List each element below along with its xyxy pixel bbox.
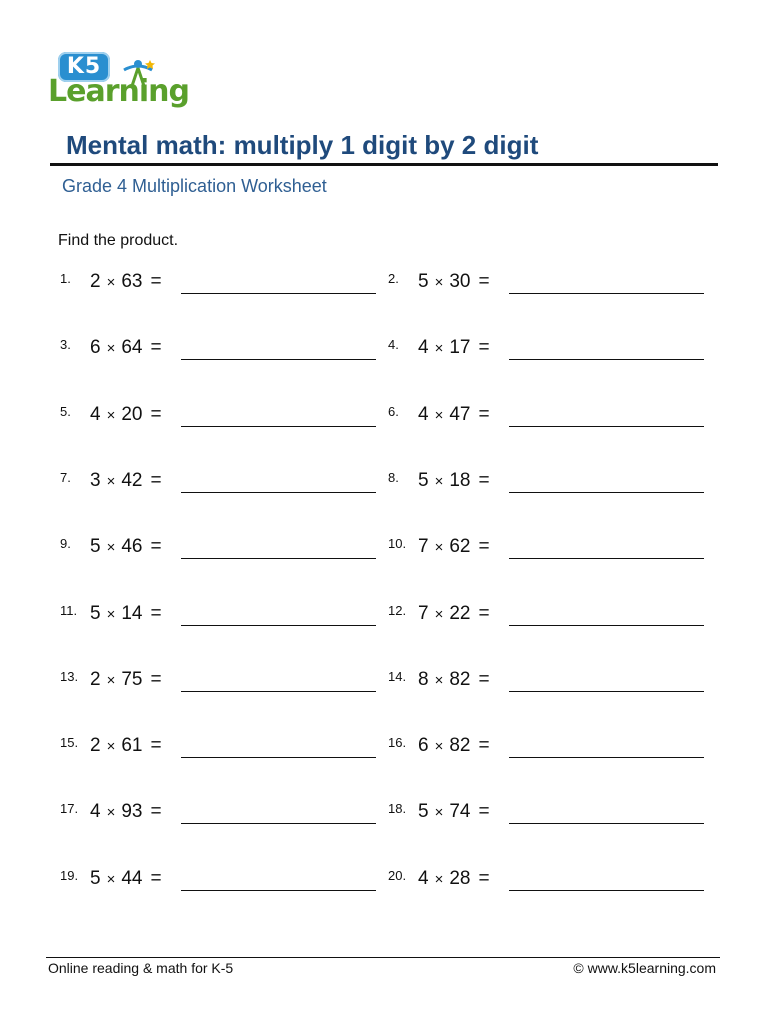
factor-a: 5 xyxy=(90,867,101,889)
problem-item xyxy=(60,337,390,367)
multiply-sign: × xyxy=(106,738,116,756)
factor-b: 47 xyxy=(449,403,471,425)
equals-sign: = xyxy=(150,469,162,491)
factor-b: 14 xyxy=(121,602,143,624)
multiply-sign: × xyxy=(106,671,116,689)
problem-expression xyxy=(90,536,162,558)
multiply-sign: × xyxy=(434,539,444,557)
problem-item xyxy=(60,868,390,898)
multiply-sign: × xyxy=(434,870,444,888)
answer-line[interactable] xyxy=(181,691,376,692)
problem-number: 7. xyxy=(60,469,71,485)
factor-a: 4 xyxy=(418,337,429,359)
multiply-sign: × xyxy=(106,406,116,424)
answer-line[interactable] xyxy=(181,823,376,824)
problem-expression xyxy=(90,470,162,492)
factor-a: 3 xyxy=(90,469,101,491)
problem-number: 11. xyxy=(60,602,78,618)
problem-number: 12. xyxy=(388,602,407,618)
problem-number: 18. xyxy=(388,801,407,817)
multiply-sign: × xyxy=(434,738,444,756)
answer-line[interactable] xyxy=(509,757,704,758)
answer-line[interactable] xyxy=(509,492,704,493)
answer-line[interactable] xyxy=(181,293,376,294)
equals-sign: = xyxy=(150,536,162,558)
equals-sign: = xyxy=(150,337,162,359)
problem-item xyxy=(388,801,718,831)
equals-sign: = xyxy=(150,867,162,889)
problem-expression xyxy=(418,801,490,823)
answer-line[interactable] xyxy=(181,890,376,891)
factor-a: 4 xyxy=(90,403,101,425)
problem-item xyxy=(388,669,718,699)
problem-expression xyxy=(418,603,490,625)
equals-sign: = xyxy=(478,801,490,823)
problem-item xyxy=(60,271,390,301)
problem-number: 1. xyxy=(60,271,71,286)
factor-b: 20 xyxy=(121,403,143,425)
multiply-sign: × xyxy=(434,804,444,822)
factor-b: 18 xyxy=(449,469,471,491)
problem-number: 20. xyxy=(388,867,407,883)
equals-sign: = xyxy=(478,536,490,558)
factor-a: 7 xyxy=(418,536,429,558)
factor-a: 5 xyxy=(418,801,429,823)
multiply-sign: × xyxy=(434,671,444,689)
problem-item xyxy=(388,536,718,566)
factor-b: 61 xyxy=(121,735,143,757)
problem-expression xyxy=(418,735,490,757)
problem-expression xyxy=(418,404,490,426)
factor-a: 7 xyxy=(418,602,429,624)
equals-sign: = xyxy=(478,602,490,624)
answer-line[interactable] xyxy=(509,890,704,891)
factor-b: 82 xyxy=(449,668,471,690)
factor-b: 46 xyxy=(121,536,143,558)
factor-b: 64 xyxy=(121,337,143,359)
problem-number: 13. xyxy=(60,668,79,684)
problem-item xyxy=(388,337,718,367)
problem-number: 6. xyxy=(388,403,399,419)
answer-line[interactable] xyxy=(181,757,376,758)
multiply-sign: × xyxy=(434,605,444,623)
problem-expression xyxy=(418,868,490,890)
factor-b: 62 xyxy=(449,536,471,558)
equals-sign: = xyxy=(478,668,490,690)
problem-expression xyxy=(90,271,162,293)
multiply-sign: × xyxy=(106,539,116,557)
factor-a: 2 xyxy=(90,668,101,690)
factor-b: 75 xyxy=(121,668,143,690)
problem-item xyxy=(388,470,718,500)
problem-item xyxy=(388,735,718,765)
problem-expression xyxy=(90,337,162,359)
answer-line[interactable] xyxy=(509,823,704,824)
problem-item xyxy=(60,603,390,633)
factor-a: 4 xyxy=(418,867,429,889)
multiply-sign: × xyxy=(434,472,444,490)
multiply-sign: × xyxy=(106,472,116,490)
factor-a: 6 xyxy=(90,337,101,359)
equals-sign: = xyxy=(478,469,490,491)
problem-item xyxy=(60,470,390,500)
problem-number: 5. xyxy=(60,403,71,419)
factor-a: 5 xyxy=(90,602,101,624)
factor-b: 42 xyxy=(121,469,143,491)
answer-line[interactable] xyxy=(509,625,704,626)
factor-b: 93 xyxy=(121,801,143,823)
equals-sign: = xyxy=(478,403,490,425)
factor-a: 5 xyxy=(418,469,429,491)
problem-expression xyxy=(418,536,490,558)
multiply-sign: × xyxy=(434,406,444,424)
k5-badge: K5 xyxy=(58,52,110,82)
answer-line[interactable] xyxy=(181,426,376,427)
answer-line[interactable] xyxy=(509,359,704,360)
equals-sign: = xyxy=(150,271,162,292)
equals-sign: = xyxy=(150,735,162,757)
factor-b: 17 xyxy=(449,337,471,359)
problem-expression xyxy=(90,801,162,823)
factor-b: 22 xyxy=(449,602,471,624)
problem-expression xyxy=(418,470,490,492)
multiply-sign: × xyxy=(106,804,116,822)
multiply-sign: × xyxy=(106,340,116,358)
equals-sign: = xyxy=(478,271,490,292)
factor-a: 4 xyxy=(418,403,429,425)
problem-expression xyxy=(418,669,490,691)
problem-number: 4. xyxy=(388,337,399,353)
problem-item xyxy=(388,603,718,633)
answer-line[interactable] xyxy=(509,426,704,427)
equals-sign: = xyxy=(150,602,162,624)
factor-a: 8 xyxy=(418,668,429,690)
factor-b: 74 xyxy=(449,801,471,823)
instructions: Find the product. xyxy=(58,232,179,249)
problem-number: 3. xyxy=(60,337,71,353)
factor-a: 2 xyxy=(90,735,101,757)
equals-sign: = xyxy=(478,735,490,757)
problem-item xyxy=(388,868,718,898)
footer-divider xyxy=(46,957,720,958)
answer-line[interactable] xyxy=(509,691,704,692)
problem-item xyxy=(60,801,390,831)
problem-expression xyxy=(418,337,490,359)
equals-sign: = xyxy=(478,337,490,359)
multiply-sign: × xyxy=(106,274,116,291)
problem-expression xyxy=(90,404,162,426)
problem-expression xyxy=(418,271,490,293)
factor-a: 5 xyxy=(418,271,429,292)
problem-expression xyxy=(90,669,162,691)
problem-number: 9. xyxy=(60,536,71,552)
answer-line[interactable] xyxy=(181,558,376,559)
problem-expression xyxy=(90,868,162,890)
problem-number: 2. xyxy=(388,271,399,286)
factor-b: 82 xyxy=(449,735,471,757)
problem-item xyxy=(60,669,390,699)
problem-item xyxy=(60,536,390,566)
multiply-sign: × xyxy=(106,870,116,888)
factor-b: 28 xyxy=(449,867,471,889)
problem-expression xyxy=(90,735,162,757)
answer-line[interactable] xyxy=(509,293,704,294)
page-subtitle: Grade 4 Multiplication Worksheet xyxy=(62,176,327,196)
factor-b: 30 xyxy=(449,271,471,292)
answer-line[interactable] xyxy=(181,625,376,626)
equals-sign: = xyxy=(150,403,162,425)
problem-item xyxy=(388,271,718,301)
page-title: Mental math: multiply 1 digit by 2 digit xyxy=(66,130,539,160)
problem-number: 15. xyxy=(60,735,79,751)
problem-item xyxy=(60,735,390,765)
answer-line[interactable] xyxy=(181,492,376,493)
answer-line[interactable] xyxy=(509,558,704,559)
problem-item xyxy=(60,404,390,434)
multiply-sign: × xyxy=(106,605,116,623)
problem-number: 16. xyxy=(388,735,407,751)
problem-number: 17. xyxy=(60,801,79,817)
footer-website: © www.k5learning.com xyxy=(573,960,716,976)
problem-number: 8. xyxy=(388,469,399,485)
equals-sign: = xyxy=(150,668,162,690)
factor-a: 2 xyxy=(90,271,101,292)
factor-b: 44 xyxy=(121,867,143,889)
factor-a: 4 xyxy=(90,801,101,823)
problem-item xyxy=(388,404,718,434)
equals-sign: = xyxy=(150,801,162,823)
problem-number: 19. xyxy=(60,867,79,883)
multiply-sign: × xyxy=(434,274,444,291)
factor-a: 6 xyxy=(418,735,429,757)
multiply-sign: × xyxy=(434,340,444,358)
factor-a: 5 xyxy=(90,536,101,558)
answer-line[interactable] xyxy=(181,359,376,360)
equals-sign: = xyxy=(478,867,490,889)
learning-wordmark: Learning xyxy=(48,74,189,109)
factor-b: 63 xyxy=(121,271,143,292)
problem-number: 10. xyxy=(388,536,407,552)
problem-expression xyxy=(90,603,162,625)
problem-number: 14. xyxy=(388,668,407,684)
footer-tagline: Online reading & math for K-5 xyxy=(48,960,234,976)
